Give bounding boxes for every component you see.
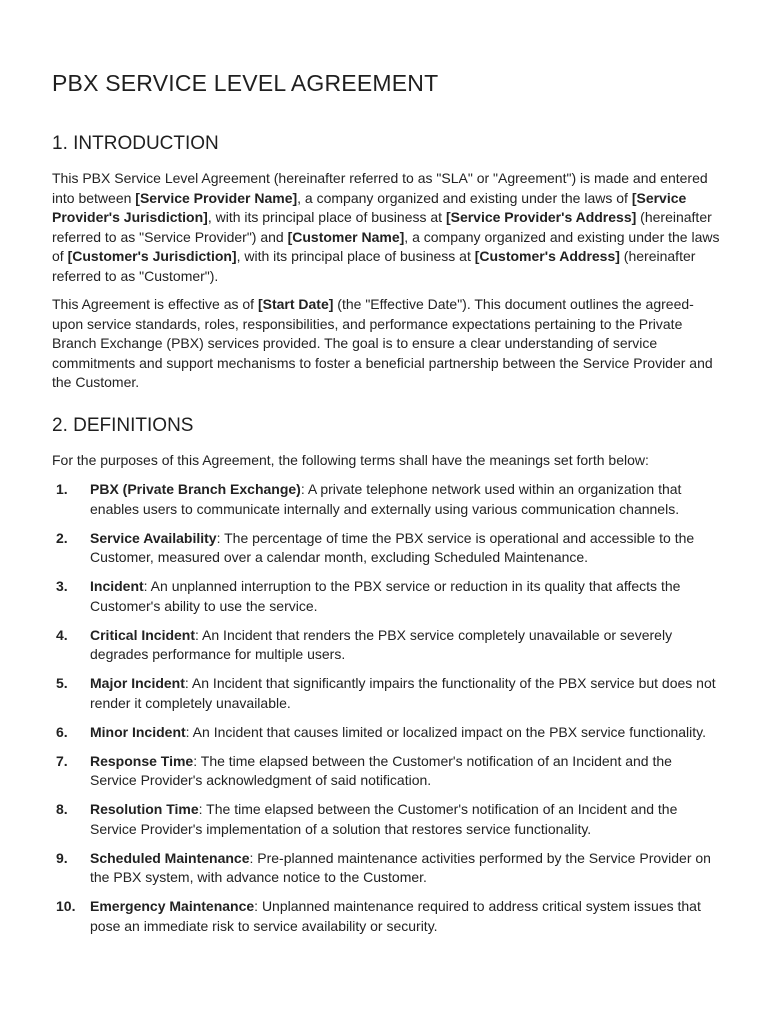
definition-number: 7. xyxy=(56,752,68,769)
definition-item xyxy=(52,529,720,568)
placeholder-customer-name: [Customer Name] xyxy=(287,228,405,245)
definition-text: : An Incident that renders the PBX service completely unavailable or severely degrades performance for multiple users. xyxy=(90,626,673,662)
definition-item xyxy=(52,626,720,665)
definition-term: Resolution Time xyxy=(90,801,199,817)
placeholder-start-date: [Start Date] xyxy=(257,296,334,312)
definition-number: 10. xyxy=(56,898,76,914)
placeholder-customer-jurisdiction: [Customer's Jurisdiction] xyxy=(67,248,237,264)
definition-term: Critical Incident xyxy=(90,626,196,643)
definition-item xyxy=(52,849,720,888)
definition-item xyxy=(52,897,720,936)
definitions-list xyxy=(52,480,720,936)
definition-item xyxy=(52,723,720,743)
definition-number: 3. xyxy=(56,578,68,594)
definition-item xyxy=(52,577,720,616)
definition-term: Response Time xyxy=(90,752,194,769)
definition-item xyxy=(52,480,720,519)
definition-item xyxy=(52,674,720,713)
definition-text: : Pre-planned maintenance activities performed by the Service Provider on the PBX system, with advance notice to the Customer. xyxy=(90,849,711,885)
introduction-heading: 1. INTRODUCTION xyxy=(52,133,219,154)
definition-text: : An Incident that causes limited or localized impact on the PBX service functionality. xyxy=(185,723,707,740)
definition-text: : The percentage of time the PBX service is operational and accessible to the Customer, measured over a calendar month, excluding Scheduled Maintenance. xyxy=(90,529,695,565)
definition-text: : An unplanned interruption to the PBX service or reduction in its quality that affects the Customer's ability to use the service. xyxy=(90,578,681,614)
definition-term: Minor Incident xyxy=(90,723,186,740)
introduction-section xyxy=(52,133,720,393)
definition-text: : The time elapsed between the Customer's notification of an Incident and the Service Provider's acknowledgment of said notification. xyxy=(90,752,672,788)
definition-term: Incident xyxy=(90,578,144,594)
definition-text: : Unplanned maintenance required to address critical system issues that pose an immediate risk to service availability or security. xyxy=(90,898,701,934)
definitions-section xyxy=(52,415,720,937)
definition-number: 4. xyxy=(56,626,68,643)
definition-number: 6. xyxy=(56,723,68,740)
definition-number: 8. xyxy=(56,801,68,817)
introduction-paragraph-1: This PBX Service Level Agreement (hereinafter referred to as "SLA" or "Agreement") is made and entered into between [Service Provider Name], a company organized and existing under the laws of [Service Provider's Jurisdiction], with its principal place of business at [Service Provider's Address] (hereinafter referred to as "Service Provider") and [Customer Name], a company organized and existing under the laws of [Customer's Jurisdiction], with its principal place of business at [Customer's Address] (hereinafter referred to as "Customer"). xyxy=(52,170,720,284)
definition-term: Scheduled Maintenance xyxy=(90,849,250,866)
definitions-lead: For the purposes of this Agreement, the following terms shall have the meanings set forth below: xyxy=(52,451,649,468)
definition-text: : A private telephone network used within an organization that enables users to communicate internally and externally using various communication channels. xyxy=(90,481,682,517)
placeholder-service-provider-jurisdiction: [Service Provider's Jurisdiction] xyxy=(52,189,687,225)
definition-term: Major Incident xyxy=(90,675,185,691)
definition-term: Service Availability xyxy=(90,529,217,546)
definition-number: 2. xyxy=(56,529,68,546)
definition-term: PBX (Private Branch Exchange) xyxy=(90,481,301,497)
definition-text: : An Incident that significantly impairs the functionality of the PBX service but does not render it completely unavailable. xyxy=(90,675,716,711)
definition-number: 5. xyxy=(56,675,68,691)
definition-item xyxy=(52,752,720,791)
definition-number: 9. xyxy=(56,849,68,866)
definition-item xyxy=(52,800,720,839)
definition-text: : The time elapsed between the Customer's notification of an Incident and the Service Provider's implementation of a solution that restores service functionality. xyxy=(90,801,678,837)
introduction-paragraph-2: This Agreement is effective as of [Start Date] (the "Effective Date"). This document outlines the agreed-upon service standards, roles, responsibilities, and performance expectations pertaining to the Private Branch Exchange (PBX) services provided. The goal is to ensure a clear understanding of service commitments and support mechanisms to foster a beneficial partnership between the Service Provider and the Customer. xyxy=(52,296,713,390)
definitions-heading: 2. DEFINITIONS xyxy=(52,414,194,436)
definition-number: 1. xyxy=(56,481,68,497)
placeholder-service-provider-name: [Service Provider Name] xyxy=(135,189,298,206)
definition-term: Emergency Maintenance xyxy=(90,898,255,914)
placeholder-service-provider-address: [Service Provider's Address] xyxy=(445,209,637,225)
document-title: PBX SERVICE LEVEL AGREEMENT xyxy=(52,70,439,96)
placeholder-customer-address: [Customer's Address] xyxy=(474,248,620,264)
